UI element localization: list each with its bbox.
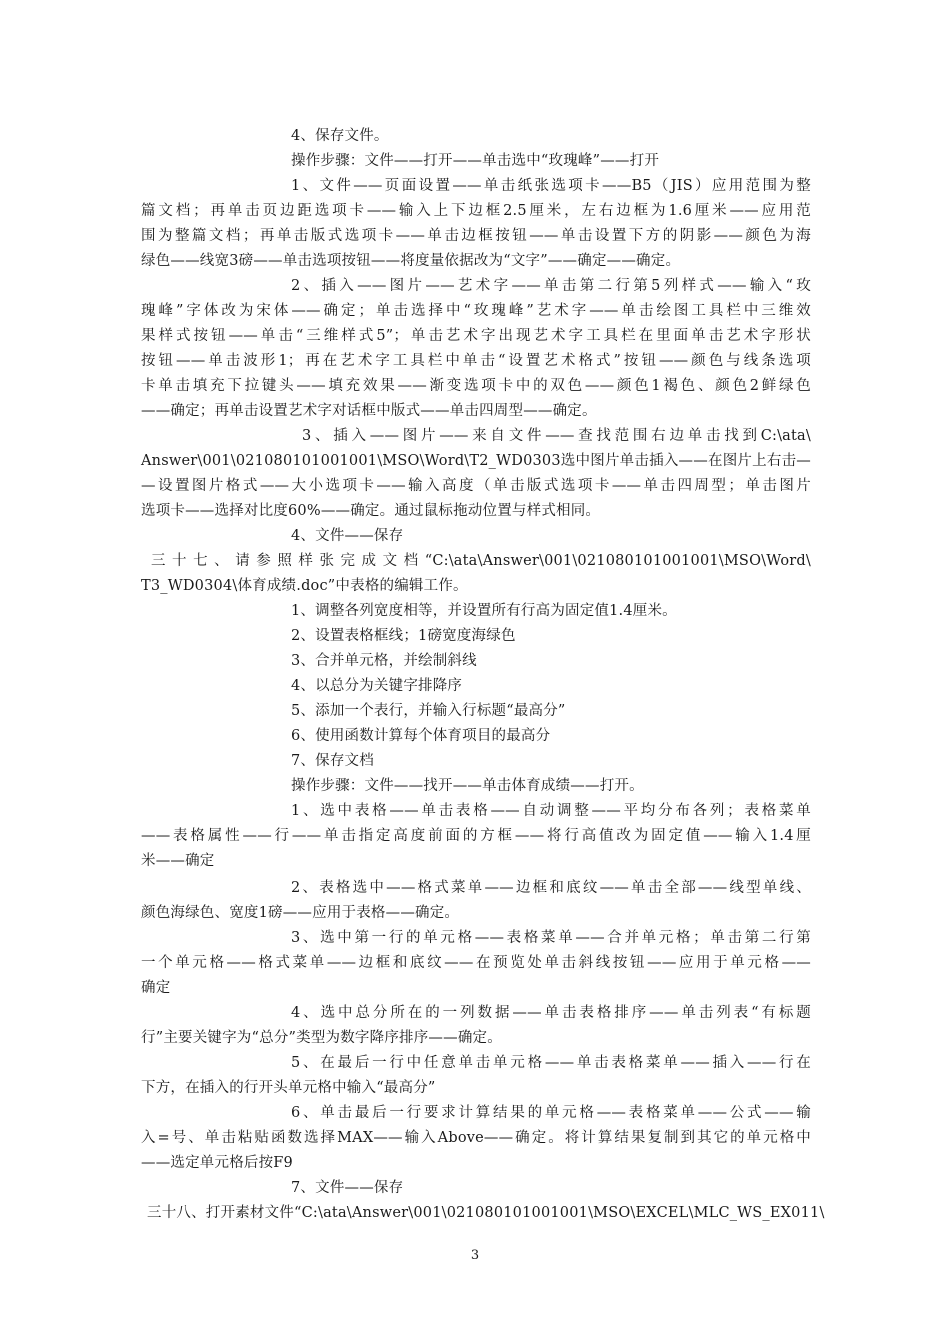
text-line: 行”主要关键字为“总分”类型为数字降序排序——确定。 — [141, 1030, 502, 1046]
text-line: 米——确定 — [141, 853, 215, 869]
text-line: 1、调整各列宽度相等，并设置所有行高为固定值1.4厘米。 — [291, 603, 677, 619]
page-number: 3 — [470, 1248, 480, 1263]
text-line: 6、单击最后一行要求计算结果的单元格——表格菜单——公式——输 — [291, 1105, 811, 1121]
text-line: T3_WD0304\体育成绩.doc”中表格的编辑工作。 — [141, 578, 468, 594]
text-line: 4、选中总分所在的一列数据——单击表格排序——单击列表“有标题 — [291, 1005, 811, 1021]
text-line: 确定 — [141, 980, 171, 996]
text-line: ——表格属性——行——单击指定高度前面的方框——将行高值改为固定值——输入1.4厘 — [141, 828, 811, 844]
text-line: ——选定单元格后按F9 — [141, 1155, 293, 1171]
text-line: 6、使用函数计算每个体育项目的最高分 — [291, 728, 551, 744]
text-line: 7、保存文档 — [291, 753, 374, 769]
text-line: 绿色——线宽3磅——单击选项按钮——将度量依据改为“文字”——确定——确定。 — [141, 253, 681, 269]
text-line: 果样式按钮——单击“三维样式5”；单击艺术字出现艺术字工具栏在里面单击艺术字形状 — [141, 328, 811, 344]
text-line: 2、设置表格框线；1磅宽度海绿色 — [291, 628, 516, 644]
text-line: 2、表格选中——格式菜单——边框和底纹——单击全部——线型单线、 — [291, 880, 811, 896]
text-line: 5、添加一个表行，并输入行标题“最高分” — [291, 703, 566, 719]
text-line: 3、选中第一行的单元格——表格菜单——合并单元格；单击第二行第 — [291, 930, 811, 946]
text-line: 入=号、单击粘贴函数选择MAX——输入Above——确定。将计算结果复制到其它的单元格中 — [141, 1130, 811, 1146]
text-line: 4、文件——保存 — [291, 528, 404, 544]
text-line: 三十八、打开素材文件“C:\ata\Answer\001\021080101001001\MSO\EXCEL\MLC_WS_EX011\ — [147, 1205, 825, 1221]
text-line: 2、插入——图片——艺术字——单击第二行第5列样式——输入“玫 — [291, 278, 811, 294]
text-line: 下方，在插入的行开头单元格中输入“最高分” — [141, 1080, 436, 1096]
text-line: 卡单击填充下拉键头——填充效果——渐变选项卡中的双色——颜色1褐色、颜色2鲜绿色 — [141, 378, 811, 394]
text-line: Answer\001\021080101001001\MSO\Word\T2_WD0303选中图片单击插入——在图片上右击— — [141, 453, 811, 469]
text-line: 围为整篇文档；再单击版式选项卡——单击边框按钮——单击设置下方的阴影——颜色为海 — [141, 228, 811, 244]
text-line: 4、以总分为关键字排降序 — [291, 678, 463, 694]
text-line: 篇文档；再单击页边距选项卡——输入上下边框2.5厘米，左右边框为1.6厘米——应用范 — [141, 203, 811, 219]
text-line: 按钮——单击波形1；再在艺术字工具栏中单击“设置艺术格式”按钮——颜色与线条选项 — [141, 353, 811, 369]
text-line: 3、合并单元格，并绘制斜线 — [291, 653, 477, 669]
text-line: 4、保存文件。 — [291, 128, 389, 144]
text-line: 操作步骤：文件——打开——单击选中“玫瑰峰”——打开 — [291, 153, 660, 169]
text-line: 1、选中表格——单击表格——自动调整——平均分布各列；表格菜单 — [291, 803, 811, 819]
text-line: 瑰峰”字体改为宋体——确定；单击选择中“玫瑰峰”艺术字——单击绘图工具栏中三维效 — [141, 303, 811, 319]
text-line: 1、文件——页面设置——单击纸张选项卡——B5（JIS）应用范围为整 — [291, 178, 811, 194]
text-line: 选项卡——选择对比度60%——确定。通过鼠标拖动位置与样式相同。 — [141, 503, 601, 519]
text-line: —设置图片格式——大小选项卡——输入高度（单击版式选项卡——单击四周型；单击图片 — [141, 478, 811, 494]
text-line: 一个单元格——格式菜单——边框和底纹——在预览处单击斜线按钮——应用于单元格—— — [141, 955, 811, 971]
text-line: 颜色海绿色、宽度1磅——应用于表格——确定。 — [141, 905, 460, 921]
text-line: ——确定；再单击设置艺术字对话框中版式——单击四周型——确定。 — [141, 403, 597, 419]
text-line: 三十七、请参照样张完成文档“C:\ata\Answer\001\021080101001001\MSO\Word\ — [151, 553, 811, 569]
text-line: 7、文件——保存 — [291, 1180, 404, 1196]
text-line: 操作步骤：文件——找开——单击体育成绩——打开。 — [291, 778, 644, 794]
text-line: 3、插入——图片——来自文件——查找范围右边单击找到C:\ata\ — [302, 428, 811, 444]
text-line: 5、在最后一行中任意单击单元格——单击表格菜单——插入——行在 — [291, 1055, 811, 1071]
